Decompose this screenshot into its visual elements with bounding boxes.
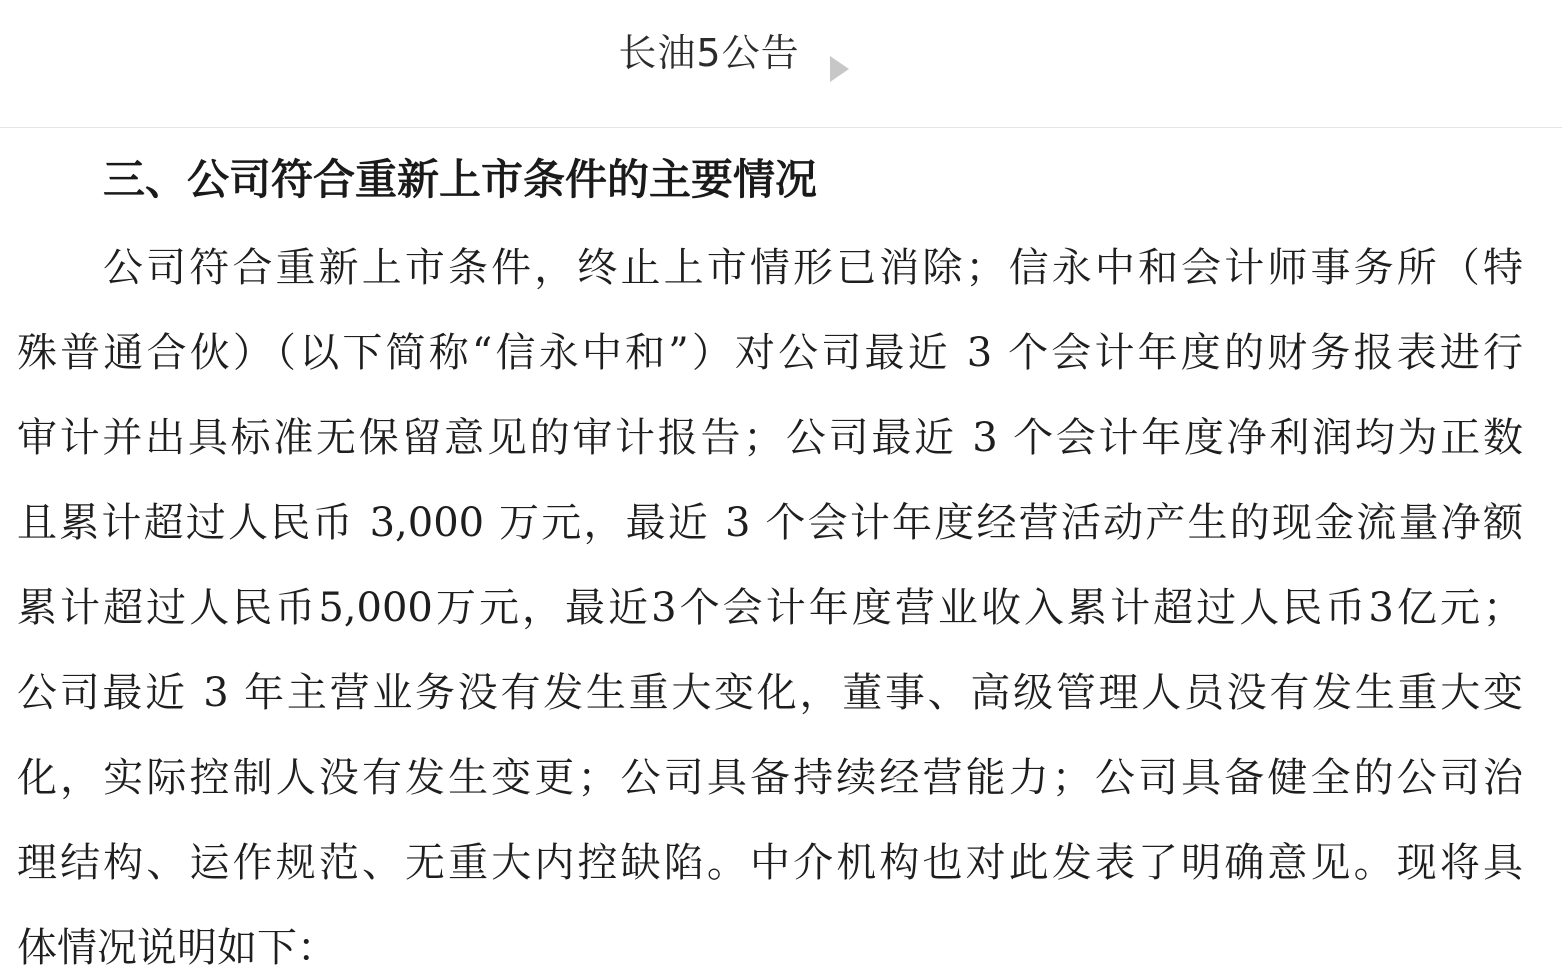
paragraph-line: 审计并出具标准无保留意见的审计报告；公司最近 3 个会计年度净利润均为正数 bbox=[17, 415, 1523, 461]
header-title: 长油5公告 bbox=[618, 31, 800, 75]
paragraph-line: 累计超过人民币5,000万元，最近3个会计年度营业收入累计超过人民币3亿元； bbox=[17, 585, 1523, 631]
app-header bbox=[0, 0, 1562, 128]
paragraph-line: 理结构、运作规范、无重大内控缺陷。中介机构也对此发表了明确意见。现将具 bbox=[17, 840, 1523, 886]
paragraph-line: 公司最近 3 年主营业务没有发生重大变化，董事、高级管理人员没有发生重大变 bbox=[17, 670, 1523, 716]
paragraph-line: 体情况说明如下： bbox=[17, 925, 337, 971]
paragraph-line: 且累计超过人民币 3,000 万元，最近 3 个会计年度经营活动产生的现金流量净额 bbox=[17, 500, 1523, 546]
document-content bbox=[0, 128, 1562, 980]
paragraph-line: 化，实际控制人没有发生变更；公司具备持续经营能力；公司具备健全的公司治 bbox=[17, 755, 1523, 801]
paragraph-line: 殊普通合伙）（以下简称“信永中和”）对公司最近 3 个会计年度的财务报表进行 bbox=[17, 330, 1523, 376]
paragraph-line: 公司符合重新上市条件，终止上市情形已消除；信永中和会计师事务所（特 bbox=[103, 245, 1523, 291]
play-triangle-icon[interactable] bbox=[830, 56, 849, 82]
section-heading: 三、公司符合重新上市条件的主要情况 bbox=[103, 155, 818, 204]
